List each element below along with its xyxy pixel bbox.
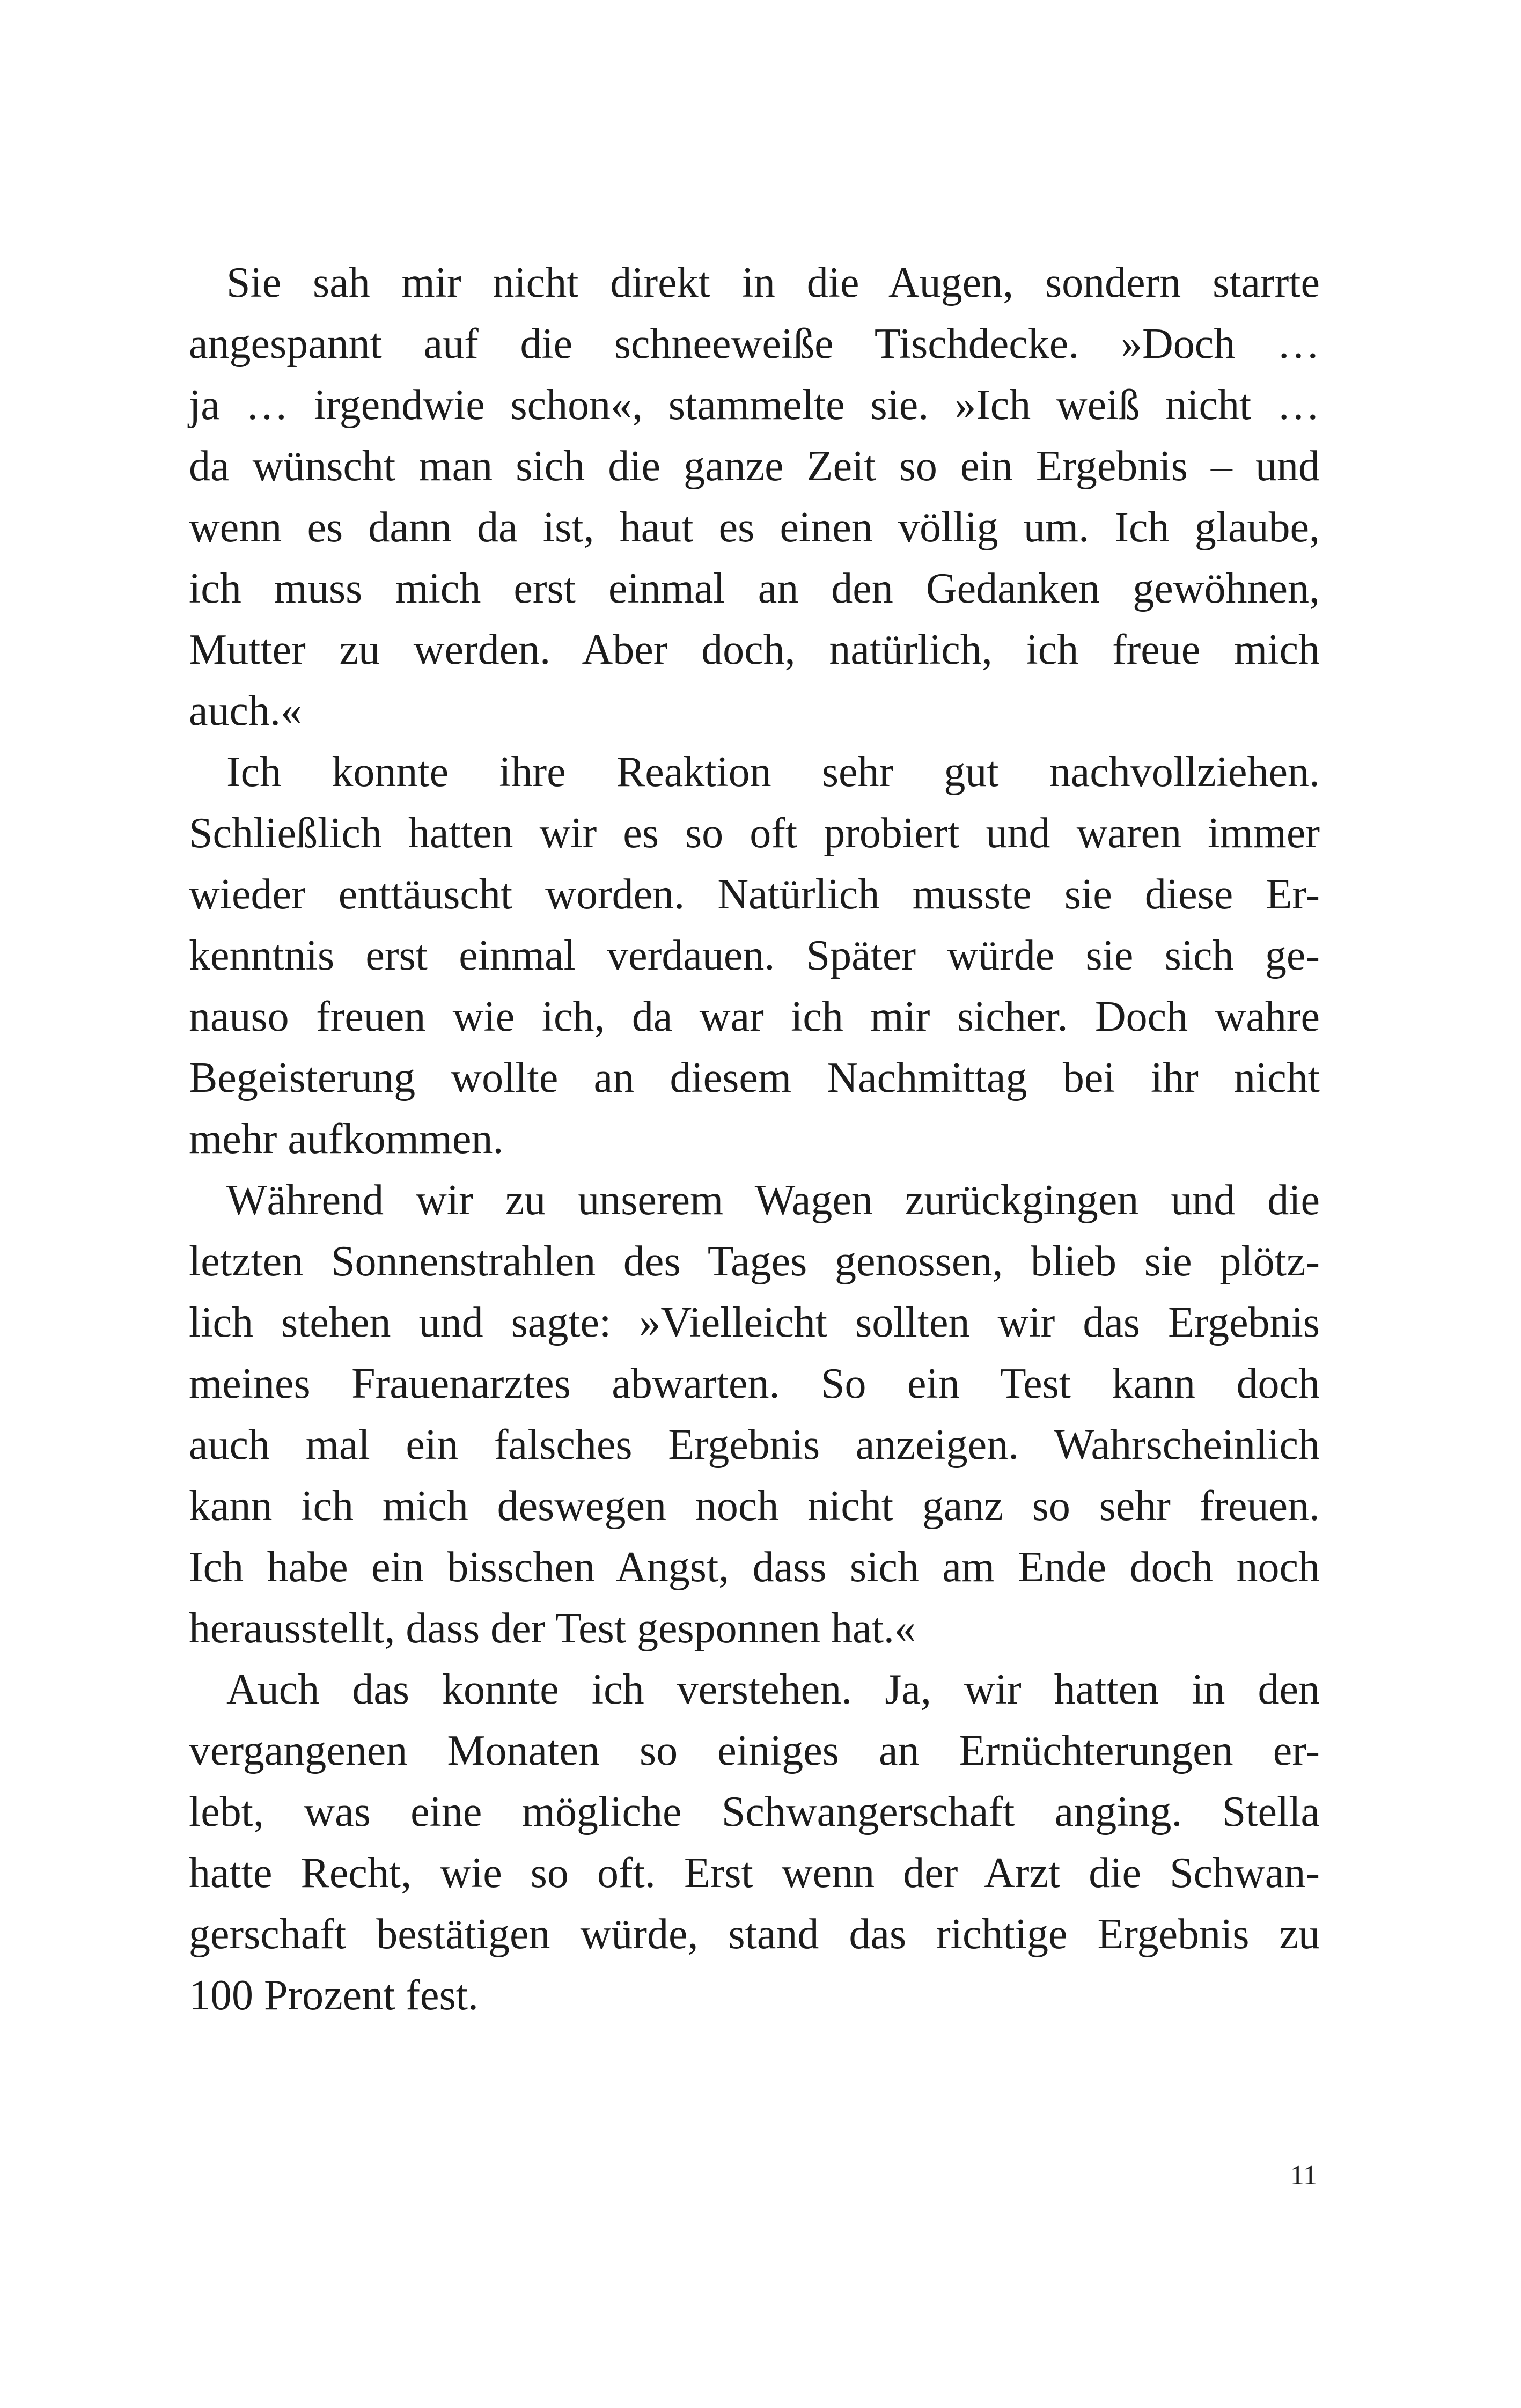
text-line: 100 Prozent fest. <box>189 1972 479 2019</box>
text-line: kenntnis erst einmal verdauen. Später würde sie sich ge- <box>189 932 1320 979</box>
page-number: 11 <box>1290 2160 1317 2191</box>
text-line: wieder enttäuscht worden. Natürlich musste sie diese Er- <box>189 871 1320 918</box>
text-line: Auch das konnte ich verstehen. Ja, wir hatten in den <box>226 1666 1320 1713</box>
text-line: auch.« <box>189 687 303 735</box>
text-line: kann ich mich deswegen noch nicht ganz so sehr freuen. <box>189 1482 1320 1530</box>
text-line: Schließlich hatten wir es so oft probiert und waren immer <box>189 810 1320 857</box>
text-line: mehr aufkommen. <box>189 1115 504 1163</box>
text-line: Sie sah mir nicht direkt in die Augen, sondern starrte <box>226 259 1320 306</box>
text-line: wenn es dann da ist, haut es einen völlig um. Ich glaube, <box>189 504 1320 551</box>
text-line: lich stehen und sagte: »Vielleicht sollten wir das Ergebnis <box>189 1299 1320 1346</box>
text-line: herausstellt, dass der Test gesponnen hat.« <box>189 1605 916 1652</box>
text-line: meines Frauenarztes abwarten. So ein Test kann doch <box>189 1360 1320 1407</box>
text-line: letzten Sonnenstrahlen des Tages genossen, blieb sie plötz- <box>189 1238 1320 1285</box>
text-line: ich muss mich erst einmal an den Gedanken gewöhnen, <box>189 565 1320 612</box>
text-line: Mutter zu werden. Aber doch, natürlich, ich freue mich <box>189 626 1320 673</box>
text-line: Während wir zu unserem Wagen zurückgingen und die <box>226 1177 1320 1224</box>
text-line: Ich konnte ihre Reaktion sehr gut nachvollziehen. <box>226 748 1320 796</box>
text-line: da wünscht man sich die ganze Zeit so ein Ergebnis – und <box>189 443 1320 490</box>
text-line: lebt, was eine mögliche Schwangerschaft anging. Stella <box>189 1788 1320 1836</box>
text-line: hatte Recht, wie so oft. Erst wenn der Arzt die Schwan- <box>189 1849 1320 1897</box>
text-line: vergangenen Monaten so einiges an Ernüchterungen er- <box>189 1727 1320 1774</box>
text-line: gerschaft bestätigen würde, stand das richtige Ergebnis zu <box>189 1911 1320 1958</box>
text-line: Ich habe ein bisschen Angst, dass sich am Ende doch noch <box>189 1544 1320 1591</box>
text-line: Begeisterung wollte an diesem Nachmittag bei ihr nicht <box>189 1054 1320 1102</box>
text-line: ja … irgendwie schon«, stammelte sie. »Ich weiß nicht … <box>189 381 1320 429</box>
body-text <box>189 252 1320 2026</box>
text-line: auch mal ein falsches Ergebnis anzeigen. Wahrscheinlich <box>189 1421 1320 1469</box>
text-line: nauso freuen wie ich, da war ich mir sicher. Doch wahre <box>189 993 1320 1040</box>
text-line: angespannt auf die schneeweiße Tischdecke. »Doch … <box>189 320 1320 368</box>
